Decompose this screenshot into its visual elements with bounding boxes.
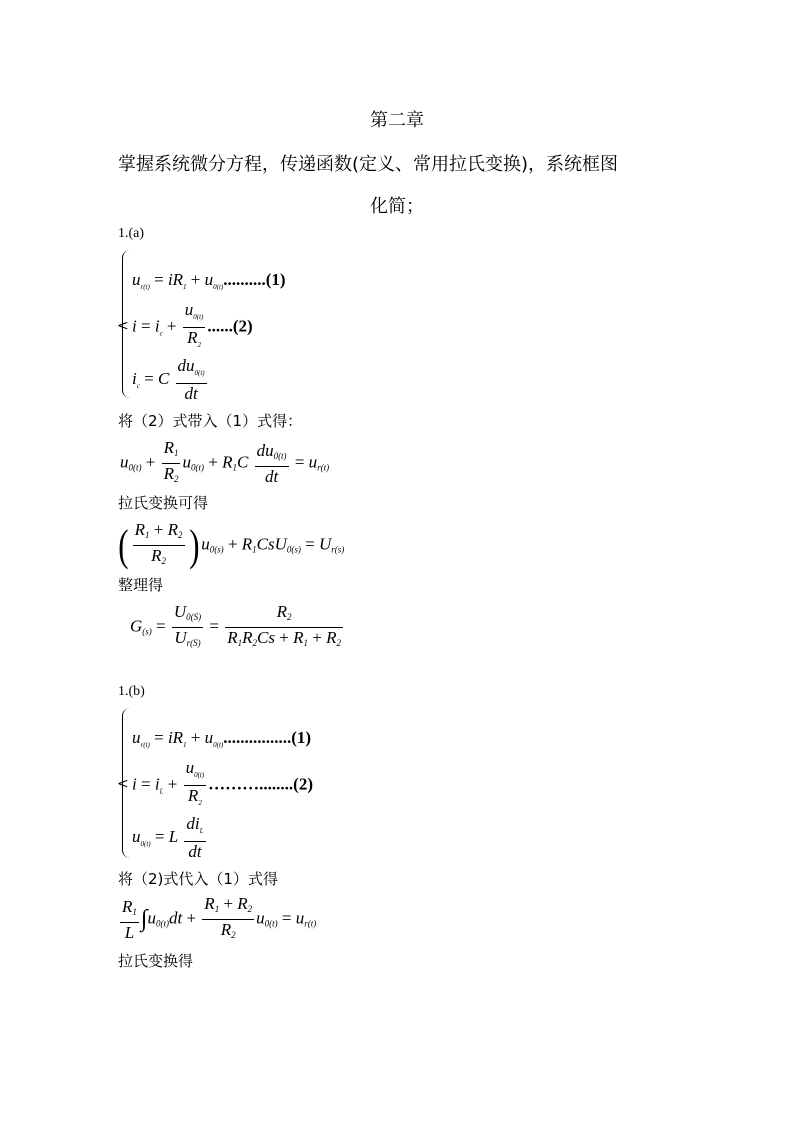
- section-b-step2: 拉氏变换得: [118, 952, 194, 970]
- section-b-label: 1.(b): [118, 684, 145, 699]
- section-a-step2: 拉氏变换可得: [118, 494, 209, 512]
- section-a-eq2: $i = i_c$ + $\frac{u_{0(t)}}{R_2}$ ......(2): [132, 300, 253, 349]
- section-a-eq1: $u_{r(t)} = iR_1 + u_{0(t)}..........(1)$: [132, 270, 286, 291]
- section-a-step1: 将（2）式带入（1）式得：: [118, 412, 303, 430]
- section-b-eq1-tag: ................(1): [223, 728, 312, 747]
- summary-line-2: 化简；: [370, 196, 424, 217]
- section-a-eq1-tag: ..........(1): [223, 270, 286, 289]
- section-a-eq6: $G_{(s)}$ = $\frac{U_{0(S)}}{U_{r(S)}}$ = $\frac{R_2}{R_1R_2Cs + R_1 + R_2}$: [130, 602, 341, 648]
- section-b-eq4: $\frac{R_1}{L}$ $\int u_{0(t)}dt$ + $\frac{R_1 + R_2}{R_2}$ $u_{0(t)} = u_{r(t)}$: [122, 894, 317, 942]
- section-b-eq1: $u_{r(t)} = iR_1 + u_{0(t)}................(1)$: [132, 728, 312, 749]
- section-b-eq2: $i = i_L$ + $\frac{u_{0(t)}}{R_2}$ ………........(2): [132, 758, 313, 807]
- section-a-brace-tip: <: [117, 318, 129, 334]
- summary-line-1: 掌握系统微分方程，传递函数(定义、常用拉氏变换)，系统框图: [118, 154, 619, 175]
- section-a-step3: 整理得: [118, 576, 164, 594]
- section-b-brace-tip: <: [117, 776, 129, 792]
- section-a-label: 1.(a): [118, 226, 145, 241]
- section-a-eq5: ( $\frac{R_1 + R_2}{R_2}$ ) $u_{0(s)} + R_1CsU_{0(s)} = U_{r(s)}$: [118, 520, 345, 570]
- chapter-title: 第二章: [370, 110, 424, 131]
- section-b-eq3: $u_{0(t)} = L$ $\frac{di_L}{dt}$: [132, 814, 204, 861]
- section-b-eq2-tag: ………........(2): [208, 774, 313, 794]
- section-b-step1: 将（2)式代入（1）式得: [118, 870, 278, 888]
- section-a-eq3: $i_c = C$ $\frac{du_{0(t)}}{dt}$: [132, 356, 205, 403]
- section-a-eq2-tag: ......(2): [207, 316, 253, 336]
- section-a-eq4: $u_{0(t)}$ + $\frac{R_1}{R_2}$ $u_{0(t)} + R_1C$ $\frac{du_{0(t)}}{dt}$ = $u_{r(t)}$: [120, 438, 330, 486]
